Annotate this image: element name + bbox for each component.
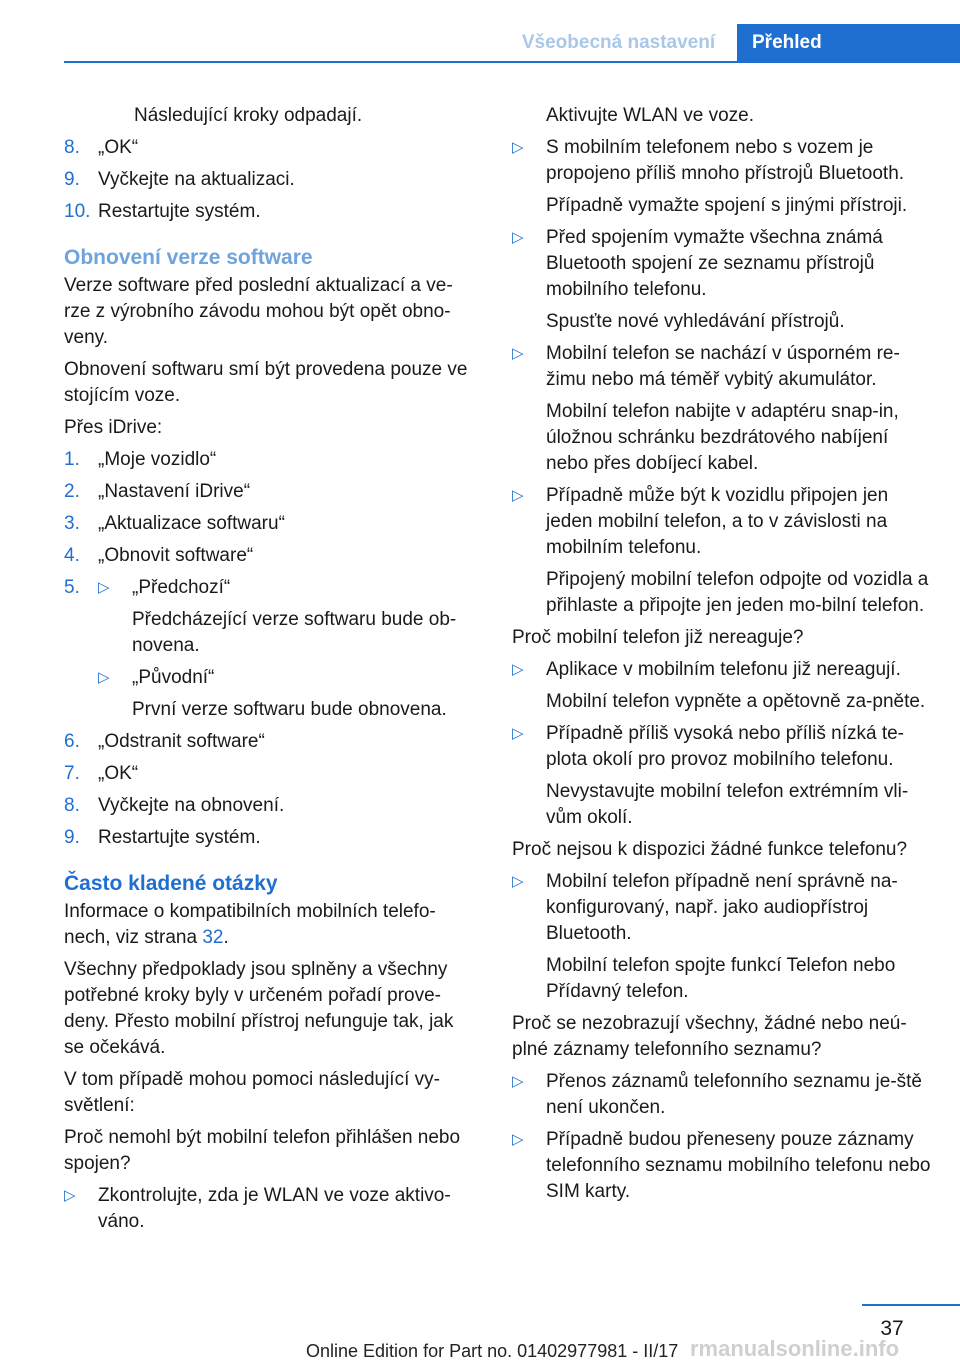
step-number: 1.	[64, 449, 80, 470]
list-item	[512, 135, 932, 187]
step-number: 9.	[64, 169, 80, 190]
triangle-bullet-icon: ▷	[64, 1187, 76, 1204]
step-number: 2.	[64, 481, 80, 502]
step-number: 4.	[64, 545, 80, 566]
list-item	[512, 869, 932, 947]
option-description: První verze softwaru bude obnovena.	[132, 699, 447, 720]
bullet-note: Nevystavujte mobilní telefon extrémním vli-vům okolí.	[546, 781, 909, 828]
list-item	[64, 135, 476, 161]
header-divider	[64, 61, 960, 63]
step-number: 8.	[64, 137, 80, 158]
triangle-bullet-icon: ▷	[512, 661, 524, 678]
section-heading: Často kladené otázky	[64, 872, 278, 895]
paragraph	[64, 899, 476, 951]
option-label: „Původní“	[132, 667, 215, 688]
step-text: „Aktualizace softwaru“	[98, 513, 285, 534]
step-number: 10.	[64, 201, 91, 222]
bullet-text: Případně příliš vysoká nebo příliš nízká te-plota okolí pro provoz mobilního telefonu.	[546, 723, 905, 770]
step-number: 5.	[64, 577, 80, 598]
step-number: 6.	[64, 731, 80, 752]
faq-question: Proč nemohl být mobilní telefon přihlášen nebo spojen?	[64, 1127, 461, 1174]
list-item	[64, 479, 476, 505]
edition-text: Online Edition for Part no. 01402977981 - II/17	[306, 1341, 679, 1361]
list-item	[512, 483, 932, 561]
list-item	[512, 721, 932, 773]
bullet-text: Aplikace v mobilním telefonu již nereagují.	[546, 659, 901, 680]
step-text: „OK“	[98, 763, 139, 784]
list-item	[512, 341, 932, 393]
sub-option	[98, 665, 476, 691]
list-item	[512, 1127, 932, 1205]
page-link[interactable]: 32	[202, 927, 224, 948]
faq-question: Proč nejsou k dispozici žádné funkce telefonu?	[512, 839, 908, 860]
tab-overview[interactable]: Přehled	[737, 24, 960, 62]
bullet-note: Aktivujte WLAN ve voze.	[546, 105, 755, 126]
list-item	[64, 511, 476, 537]
triangle-bullet-icon: ▷	[98, 669, 110, 686]
bullet-text: Mobilní telefon se nachází v úsporném re-žimu nebo má téměř vybitý akumulátor.	[546, 343, 900, 390]
triangle-bullet-icon: ▷	[512, 873, 524, 890]
triangle-bullet-icon: ▷	[512, 345, 524, 362]
left-column	[64, 103, 476, 1241]
page-number: 37	[880, 1317, 904, 1340]
bullet-note: Připojený mobilní telefon odpojte od vozidla a přihlaste a připojte jen jeden mo-bilní telefon.	[546, 569, 929, 616]
step-text: „Obnovit software“	[98, 545, 254, 566]
bullet-text: S mobilním telefonem nebo s vozem je propojeno příliš mnoho přístrojů Bluetooth.	[546, 137, 905, 184]
list-item	[512, 657, 932, 683]
watermark: rmanualsonline.info	[690, 1336, 900, 1361]
step-number: 8.	[64, 795, 80, 816]
list-item	[512, 1069, 932, 1121]
step-text: „Odstranit software“	[98, 731, 265, 752]
bullet-text: Zkontrolujte, zda je WLAN ve voze aktivo-váno.	[98, 1185, 451, 1232]
bullet-text: Před spojením vymažte všechna známá Bluetooth spojení ze seznamu přístrojů mobilního telefonu.	[546, 227, 883, 300]
bullet-note: Případně vymažte spojení s jinými přístroji.	[546, 195, 908, 216]
intro-text: Následující kroky odpadají.	[134, 105, 363, 126]
paragraph: Přes iDrive:	[64, 417, 163, 438]
paragraph-text: .	[223, 927, 229, 948]
paragraph: V tom případě mohou pomoci následující vy-světlení:	[64, 1069, 440, 1116]
step-number: 9.	[64, 827, 80, 848]
bullet-note: Mobilní telefon nabijte v adaptéru snap-in, úložnou schránku bezdrátového nabíjení nebo přes dobíjecí kabel.	[546, 401, 899, 474]
list-item	[64, 575, 476, 601]
paragraph-text: Informace o kompatibilních mobilních telefo-nech, viz strana	[64, 901, 436, 948]
triangle-bullet-icon: ▷	[512, 487, 524, 504]
triangle-bullet-icon: ▷	[512, 1073, 524, 1090]
step-text: „Moje vozidlo“	[98, 449, 217, 470]
step-text: Vyčkejte na aktualizaci.	[98, 169, 295, 190]
section-heading: Obnovení verze software	[64, 246, 313, 269]
bullet-text: Případně může být k vozidlu připojen jen jeden mobilní telefon, a to v závislosti na mobilním telefonu.	[546, 485, 889, 558]
list-item	[64, 167, 476, 193]
list-item	[64, 761, 476, 787]
option-description: Předcházející verze softwaru bude ob-novena.	[132, 609, 457, 656]
list-item	[64, 729, 476, 755]
paragraph: Verze software před poslední aktualizací a ve-rze z výrobního závodu mohou být opět obno-veny.	[64, 275, 453, 348]
list-item	[64, 825, 476, 851]
faq-question: Proč mobilní telefon již nereaguje?	[512, 627, 804, 648]
list-item	[64, 543, 476, 569]
triangle-bullet-icon: ▷	[98, 579, 110, 596]
bullet-note: Mobilní telefon vypněte a opětovně za-pněte.	[546, 691, 926, 712]
header-section-title: Všeobecná nastavení	[521, 32, 716, 53]
list-item	[64, 1183, 476, 1235]
step-text: Restartujte systém.	[98, 201, 261, 222]
triangle-bullet-icon: ▷	[512, 725, 524, 742]
triangle-bullet-icon: ▷	[512, 229, 524, 246]
triangle-bullet-icon: ▷	[512, 1131, 524, 1148]
list-item	[512, 225, 932, 303]
bullet-note: Spusťte nové vyhledávání přístrojů.	[546, 311, 845, 332]
list-item	[64, 199, 476, 225]
paragraph: Všechny předpoklady jsou splněny a všechny potřebné kroky byly v určeném pořadí prove-deny. Přesto mobilní přístroj nefunguje tak, jak se očekává.	[64, 959, 454, 1058]
list-item	[64, 447, 476, 473]
right-column	[512, 103, 932, 1211]
option-label: „Předchozí“	[132, 577, 231, 598]
triangle-bullet-icon: ▷	[512, 139, 524, 156]
bullet-text: Přenos záznamů telefonního seznamu je-ště není ukončen.	[546, 1071, 922, 1118]
step-number: 7.	[64, 763, 80, 784]
step-number: 3.	[64, 513, 80, 534]
sub-option	[98, 575, 476, 601]
bullet-text: Případně budou přeneseny pouze záznamy telefonního seznamu mobilního telefonu nebo SIM karty.	[546, 1129, 931, 1202]
bullet-note: Mobilní telefon spojte funkcí Telefon nebo Přídavný telefon.	[546, 955, 896, 1002]
step-text: Vyčkejte na obnovení.	[98, 795, 285, 816]
step-text: „OK“	[98, 137, 139, 158]
footer-divider	[862, 1304, 960, 1306]
step-text: Restartujte systém.	[98, 827, 261, 848]
paragraph: Obnovení softwaru smí být provedena pouze ve stojícím voze.	[64, 359, 468, 406]
list-item	[64, 665, 476, 691]
bullet-text: Mobilní telefon případně není správně na-konfigurovaný, např. jako audiopřístroj Bluetooth.	[546, 871, 898, 944]
faq-question: Proč se nezobrazují všechny, žádné nebo neú-plné záznamy telefonního seznamu?	[512, 1013, 907, 1060]
list-item	[64, 793, 476, 819]
step-text: „Nastavení iDrive“	[98, 481, 251, 502]
